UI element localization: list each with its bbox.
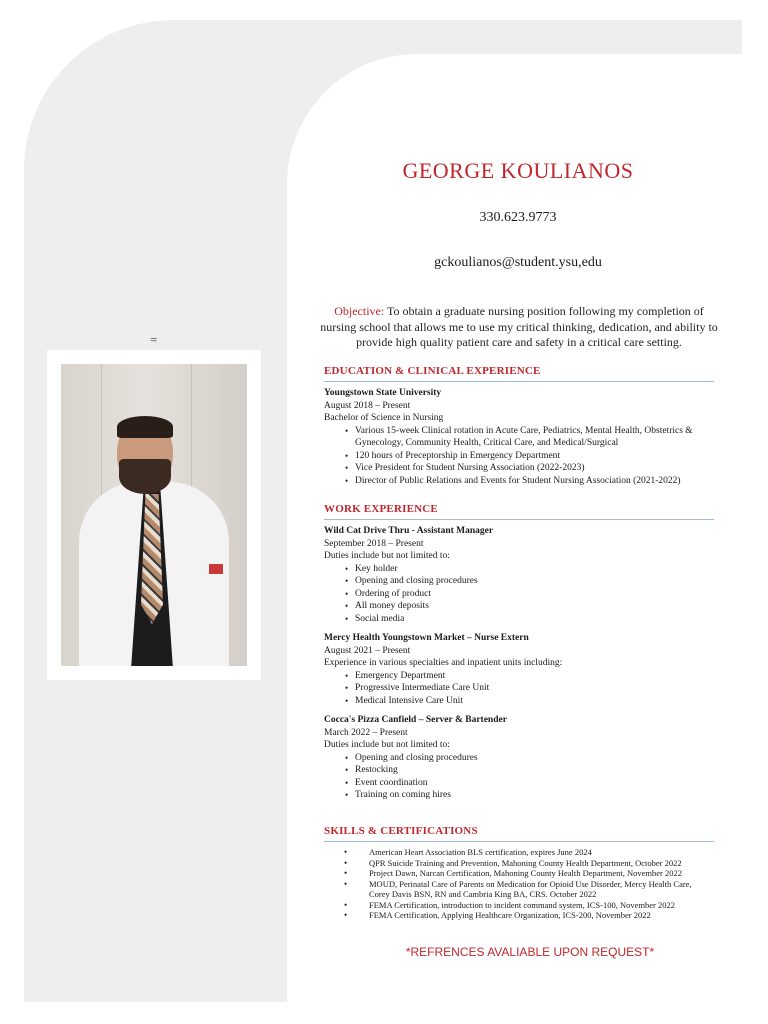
list-item: • Event coordination <box>324 777 714 790</box>
list-item: • Key holder <box>324 563 714 576</box>
section-title-skills: SKILLS & CERTIFICATIONS <box>324 825 714 842</box>
list-item: • Various 15-week Clinical rotation in Acute Care, Pediatrics, Mental Health, Obstetrics & Gynecology, Community Health, Critical Care, and Medical/Surgical <box>324 425 714 450</box>
skills-section <box>324 825 714 921</box>
references-note: *REFRENCES AVALIABLE UPON REQUEST* <box>405 945 655 959</box>
work-entry <box>324 632 714 707</box>
entry-title: Cocca's Pizza Canfield – Server & Bartender <box>324 715 507 725</box>
list-item: • Training on coming hires <box>324 789 714 802</box>
list-item: • Medical Intensive Care Unit <box>324 695 714 708</box>
entry-title: Youngstown State University <box>324 388 442 398</box>
entry-intro: Experience in various specialties and inpatient units including: <box>324 658 563 668</box>
work-section <box>324 503 714 809</box>
list-item: • QPR Suicide Training and Prevention, Mahoning County Health Department, October 2022 <box>324 858 714 869</box>
list-item: • 120 hours of Preceptorship in Emergency Department <box>324 450 714 463</box>
list-item: • Social media <box>324 613 714 626</box>
entry-bullets <box>324 670 714 708</box>
list-item: • All money deposits <box>324 600 714 613</box>
list-item: • Opening and closing procedures <box>324 752 714 765</box>
entry-intro: Duties include but not limited to: <box>324 740 450 750</box>
profile-photo <box>61 364 247 666</box>
entry-intro: Duties include but not limited to: <box>324 551 450 561</box>
objective-label: Objective: <box>334 304 385 318</box>
entry-dates: September 2018 – Present <box>324 538 424 549</box>
list-item: • Ordering of product <box>324 588 714 601</box>
list-item: • Vice President for Student Nursing Association (2022-2023) <box>324 462 714 475</box>
entry-degree: Bachelor of Science in Nursing <box>324 413 444 423</box>
entry-dates: August 2018 – Present <box>324 400 411 411</box>
list-item: • Director of Public Relations and Events for Student Nursing Association (2021-2022) <box>324 475 714 488</box>
entry-bullets <box>324 752 714 802</box>
entry-title: Mercy Health Youngstown Market – Nurse Extern <box>324 633 529 643</box>
list-item: • Project Dawn, Narcan Certification, Mahoning County Health Department, November 2022 <box>324 868 714 879</box>
list-item: • Progressive Intermediate Care Unit <box>324 682 714 695</box>
objective-text: To obtain a graduate nursing position following my completion of nursing school that allows me to use my critical thinking, dedication, and ability to provide high quality patient care and safety in a critical care setting. <box>320 304 718 349</box>
phone-number: 330.623.9773 <box>479 210 557 225</box>
email-address: gckoulianos@student.ysu,edu <box>434 255 602 270</box>
sidebar-marker: = <box>150 332 158 347</box>
entry-bullets <box>324 563 714 626</box>
entry-bullets <box>324 425 714 488</box>
list-item: • American Heart Association BLS certification, expires June 2024 <box>324 847 714 858</box>
entry-title: Wild Cat Drive Thru - Assistant Manager <box>324 526 494 536</box>
education-entry <box>324 387 714 487</box>
education-section <box>324 365 714 494</box>
section-title-work: WORK EXPERIENCE <box>324 503 714 520</box>
work-entry <box>324 714 714 802</box>
list-item: • Restocking <box>324 764 714 777</box>
entry-dates: March 2022 – Present <box>324 727 408 738</box>
profile-photo-frame <box>47 350 261 680</box>
list-item: • FEMA Certification, introduction to incident command system, ICS-100, November 2022 <box>324 900 714 911</box>
section-title-education: EDUCATION & CLINICAL EXPERIENCE <box>324 365 714 382</box>
work-entry <box>324 525 714 625</box>
objective-statement <box>318 304 720 351</box>
candidate-name: GEORGE KOULIANOS <box>402 158 634 183</box>
list-item: • MOUD, Perinatal Care of Parents on Medication for Opioid Use Disorder, Mercy Health Care, Corey Davis BSN, RN and Cambria King BA, CRS. October 2022 <box>324 879 714 900</box>
entry-dates: August 2021 – Present <box>324 645 411 656</box>
list-item: • FEMA Certification, Applying Healthcare Organization, ICS-200, November 2022 <box>324 910 714 921</box>
list-item: • Emergency Department <box>324 670 714 683</box>
list-item: • Opening and closing procedures <box>324 575 714 588</box>
skills-list <box>324 847 714 921</box>
